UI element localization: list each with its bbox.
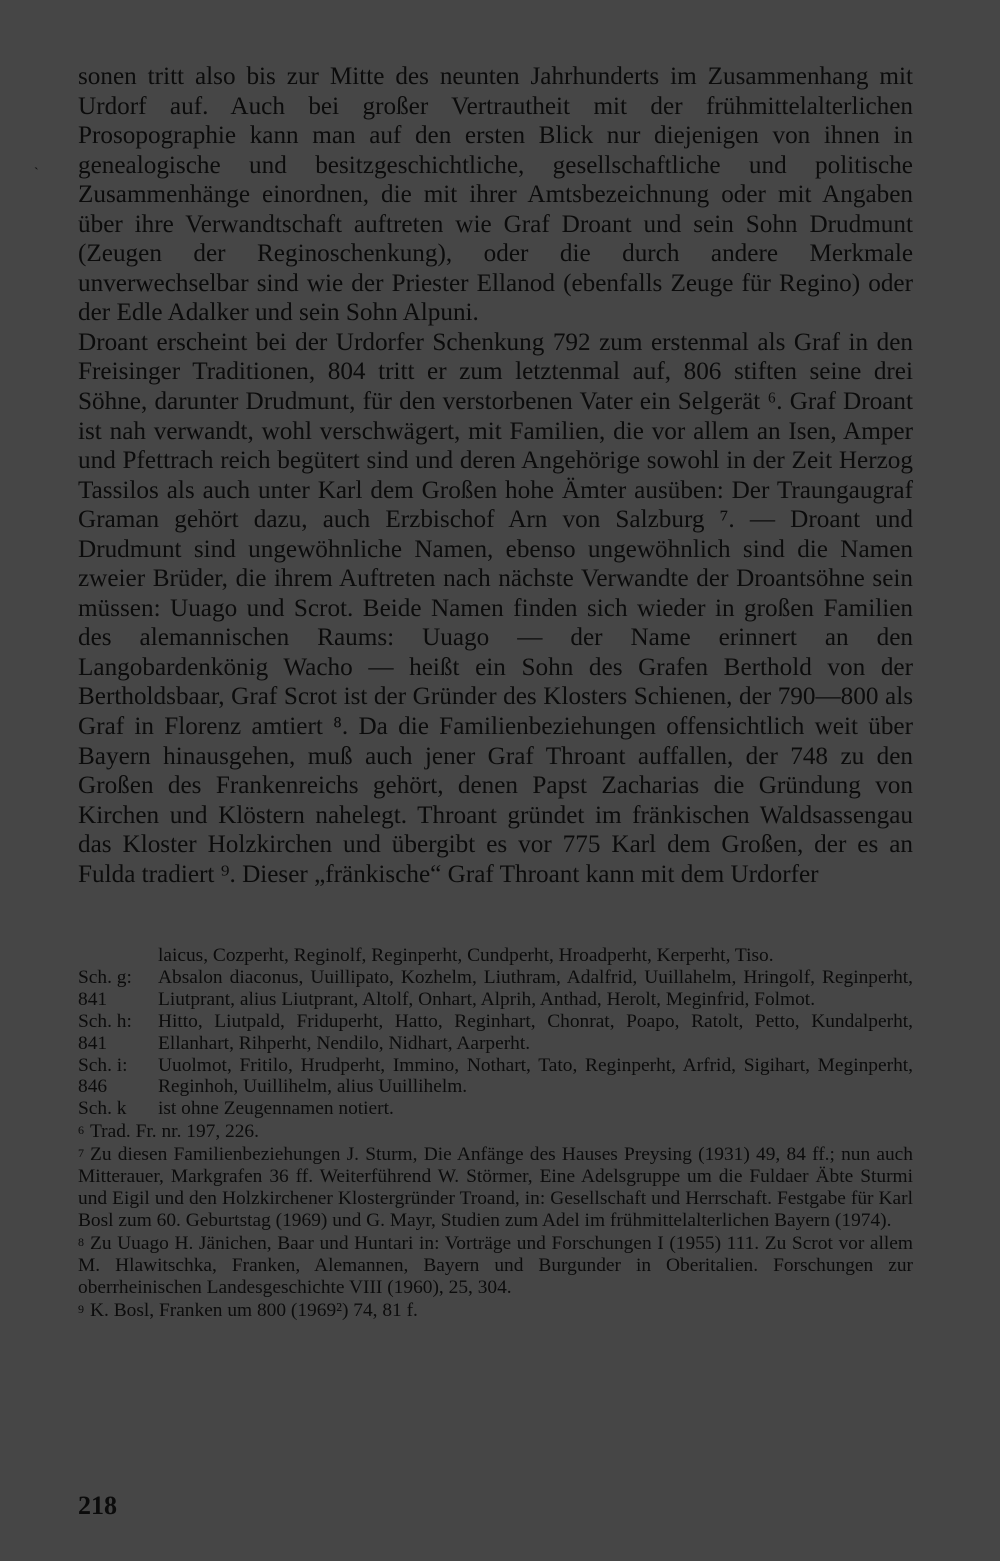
footnote — [78, 1232, 913, 1299]
footnote — [78, 1299, 913, 1322]
footnote — [78, 1120, 913, 1143]
witness-label-text: Sch. h: — [78, 1010, 132, 1032]
witness-label — [78, 1011, 158, 1055]
footnote-text: K. Bosl, Franken um 800 (1969²) 74, 81 f. — [90, 1299, 418, 1321]
witness-label — [78, 945, 158, 967]
paragraph-2: Droant erscheint bei der Urdorfer Schenkung 792 zum erstenmal als Graf in den Freisinger Traditionen, 804 tritt er zum letztenmal auf, 806 stiften seine drei Söhne, darunter Drudmunt, für den verstorbenen Vater ein Selgerät ⁶. Graf Droant ist nah verwandt, wohl verschwägert, mit Familien, die vor allem an Isen, Amper und Pfettrach reich begütert sind und deren Angehörige sowohl in der Zeit Herzog Tassilos als auch unter Karl dem Großen hohe Ämter ausüben: Der Traungaugraf Graman gehört dazu, auch Erzbischof Arn von Salzburg ⁷. — Droant und Drudmunt sind ungewöhnliche Namen, ebenso ungewöhnlich sind die Namen zweier Brüder, die ihrem Auftreten nach nächste Verwandte der Droantsöhne sein müssen: Uuago und Scrot. Beide Namen finden sich wieder in großen Familien des alemannischen Raums: Uuago — der Name erinnert an den Langobardenkönig Wacho — heißt ein Sohn des Grafen Berthold von der Bertholdsbaar, Graf Scrot ist der Gründer des Klosters Schienen, der 790—800 als Graf in Florenz amtiert ⁸. Da die Familienbeziehungen offensichtlich weit über Bayern hinausgehen, muß auch jener Graf Throant auffallen, der 748 zu den Großen des Frankenreichs gehört, denen Papst Zacharias die Gründung von Kirchen und Klöstern nahelegt. Throant gründet im fränkischen Waldsassengau das Kloster Holzkirchen und übergibt es vor 775 Karl dem Großen, der es an Fulda tradiert ⁹. Dieser „fränkische“ Graf Throant kann mit dem Urdorfer — [78, 328, 913, 888]
page-number: 218 — [78, 1491, 117, 1520]
stray-mark: ` — [34, 166, 39, 181]
footnote-number: 6 — [78, 1123, 84, 1138]
witness-row — [78, 945, 913, 967]
witness-names: laicus, Cozperht, Reginolf, Reginperht, Cundperht, Hroadperht, Kerperht, Tiso. — [158, 945, 774, 966]
witness-year: 846 — [78, 1076, 108, 1098]
footnote-number: 9 — [78, 1301, 84, 1316]
main-text — [78, 62, 913, 889]
witness-names: Absalon diaconus, Uuillipato, Kozhelm, Liuthram, Adalfrid, Uuillahelm, Hringolf, Reginperht, Liutprant, alius Liutprant, Altolf, Onhart, Alprih, Anthad, Herolt, Meginfrid, Folmot. — [158, 966, 913, 1010]
footnote-number: 7 — [78, 1146, 84, 1161]
witness-label — [78, 1055, 158, 1099]
witness-names: Uuolmot, Fritilo, Hrudperht, Immino, Nothart, Tato, Reginperht, Arfrid, Sigihart, Meginperht, Reginhoh, Uuillihelm, alius Uuillihelm. — [158, 1054, 913, 1098]
witness-row — [78, 1098, 913, 1120]
witness-names: ist ohne Zeugennamen notiert. — [158, 1098, 394, 1120]
witness-year: 841 — [78, 988, 108, 1010]
footnote-number: 8 — [78, 1234, 84, 1249]
witness-label-text: Sch. g: — [78, 966, 132, 988]
witness-label-text: Sch. k — [78, 1098, 127, 1120]
paragraph-1: sonen tritt also bis zur Mitte des neunten Jahrhunderts im Zusammenhang mit Urdorf auf. Auch bei großer Vertrautheit mit der frühmittelalterlichen Prosopographie kann man auf den ersten Blick nur diejenigen von ihnen in genealogische und besitzgeschichtliche, gesellschaftliche und politische Zusammenhänge einordnen, die mit ihrer Amtsbezeichnung oder mit Angaben über ihre Verwandtschaft auftreten wie Graf Droant und sein Sohn Drudmunt (Zeugen der Reginoschenkung), oder die durch andere Merkmale unverwechselbar sind wie der Priester Ellanod (ebenfalls Zeuge für Regino) oder der Edle Adalker und sein Sohn Alpuni. — [78, 63, 913, 327]
footnote-text: Zu diesen Familienbeziehungen J. Sturm, Die Anfänge des Hauses Preysing (1931) 49, 84 ff.; nun auch Mitterauer, Markgrafen 36 ff. Weiterführend W. Störmer, Eine Adelsgruppe um die Fuldaer Äbte Sturmi und Eigil und den Holzkirchener Klostergründer Troand, in: Gesellschaft und Herrschaft. Festgabe für Karl Bosl zum 60. Geburtstag (1969) und G. Mayr, Studien zum Adel im frühmittelalterlichen Bayern (1974). — [78, 1144, 913, 1231]
witness-label-text: Sch. i: — [78, 1054, 128, 1076]
witness-names: Hitto, Liutpald, Friduperht, Hatto, Reginhart, Chonrat, Poapo, Ratolt, Petto, Kundalperht, Ellanhart, Rihperht, Nendilo, Nidhart, Aarperht. — [158, 1010, 913, 1054]
footnote — [78, 1143, 913, 1232]
witness-row — [78, 1011, 913, 1055]
witness-row — [78, 967, 913, 1011]
witness-label — [78, 1098, 158, 1120]
footnote-area — [78, 945, 913, 1321]
footnote-text: Zu Uuago H. Jänichen, Baar und Huntari in: Vorträge und Forschungen I (1955) 111. Zu Scrot vor allem M. Hlawitschka, Franken, Alemannen, Bayern und Burgunder in Oberitalien. Forschungen zur oberrheinischen Landesgeschichte VIII (1960), 25, 304. — [78, 1232, 913, 1298]
footnote-text: Trad. Fr. nr. 197, 226. — [90, 1121, 259, 1143]
witness-year: 841 — [78, 1032, 108, 1054]
witness-row — [78, 1055, 913, 1099]
witness-label — [78, 967, 158, 1011]
